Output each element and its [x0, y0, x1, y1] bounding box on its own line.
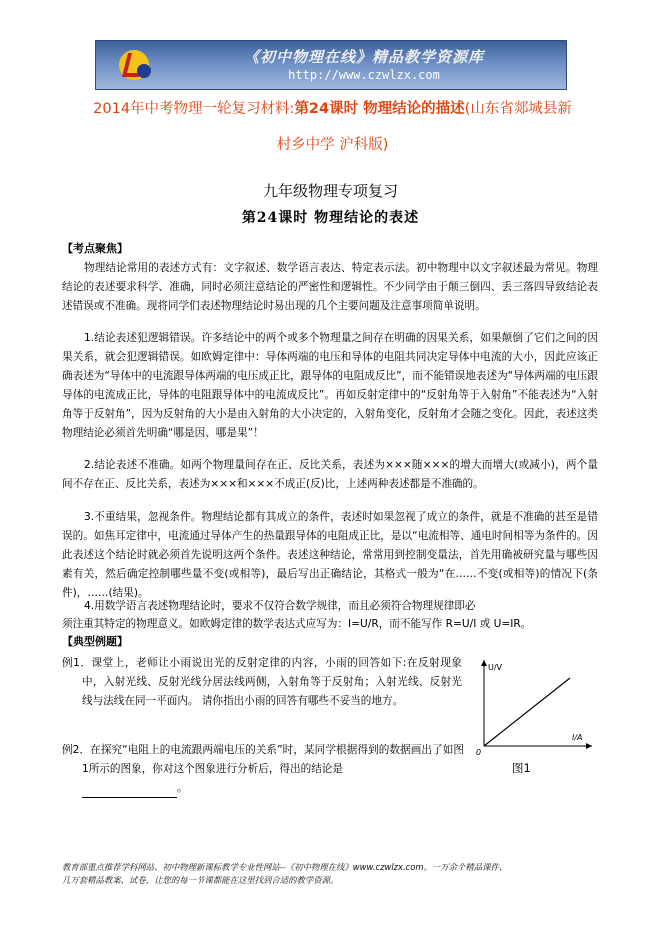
banner-url[interactable]: http://www.czwlzx.com — [288, 68, 440, 82]
document-heading-line2: 村乡中学 沪科版) — [276, 137, 389, 153]
heading-bold: 第24课时 物理结论的描述 — [294, 101, 465, 117]
key-point-1: 1.结论表述犯逻辑错误。许多结论中的两个或多个物理量之间存在明确的因果关系，如果颠倒了它们之间的因果关系，就会犯逻辑错误。如欧姆定律中：导体两端的电压和导体的电阻共同决定导体中电流的大小，因此应该正确表述为“导体中的电流跟导体两端的电压成正比，跟导体的电阻成反比”，而不能错误地表述为“导体两端的电压跟导体的电流成正比，导体的电阻跟导体中的电流成反比”。再如反射定律中的“反射角等于入射角”不能表述为“入射角等于反射角”，因为反射角的大小是由入射角的大小决定的，入射角变化，反射角才会随之变化。因此，表述这类物理结论必须首先明确“哪是因、哪是果”！ — [62, 332, 598, 439]
y-axis-arrow-icon — [481, 660, 487, 666]
example-2-label: 例2． — [62, 744, 91, 756]
example-2-end: 。 — [177, 782, 188, 794]
footer-line-1: 教育部重点推荐学科网站、初中物理新课标教学专业性网站--《初中物理在线》www.czwlzx.com。一万余个精品课件、 — [62, 862, 508, 872]
key-point-4b: 须注重其特定的物理意义。如欧姆定律的数学表达式应写为：I=U/R，而不能写作 R=U/I 或 U=IR。 — [62, 618, 532, 630]
figure-caption: 图1 — [512, 761, 531, 775]
site-logo-icon — [112, 47, 156, 83]
origin-label: 0 — [476, 748, 482, 756]
key-point-4a: 4.用数学语言表述物理结论时，要求不仅符合数学规律，而且必须符合物理规律即必 — [84, 600, 476, 612]
footer-line-2: 几万套精品教案、试卷，让您的每一节课都能在这里找到合适的教学资源。 — [62, 875, 339, 885]
figure-1-graph — [474, 656, 596, 756]
examples-label: 【典型例题】 — [62, 635, 128, 648]
heading-prefix: 2014年中考物理一轮复习材料: — [93, 101, 295, 117]
x-axis-arrow-icon — [586, 743, 592, 749]
key-point-2: 2.结论表述不准确。如两个物理量间存在正、反比关系，表述为×××随×××的增大而增大(或减小)，两个量间不存在正、反比关系，表述为×××和×××不成正(反)比，上述两种表述都是不准确的。 — [62, 459, 598, 490]
key-point-3: 3.不重结果，忽视条件。物理结论都有其成立的条件，表述时如果忽视了成立的条件，就是不准确的甚至是错误的。如焦耳定律中，电流通过导体产生的热量跟导体的电阻成正比，是以“电流相等、通电时间相等为条件的。因此表述这个结论时就必须首先说明这两个条件。表述这种结论，常常用到控制变量法，首先用确被研究量与哪些因素有关，然后确定控制哪些量不变(或相等)，最后写出正确结论，其格式一般为“在……不变(或相等)的情况下(条件)，……(结果)。 — [62, 511, 598, 599]
example-1 — [62, 654, 462, 711]
example-2-text: 在探究“电阻上的电流跟两端电压的关系”时，某同学根据得到的数据画出了如图1所示的图象，你对这个图象进行分析后，得出的结论是 — [82, 744, 464, 775]
site-banner — [95, 40, 567, 90]
heading-suffix: (山东省郯城县新 — [464, 101, 572, 117]
section-title: 九年级物理专项复习 — [262, 182, 398, 200]
page-footer — [62, 861, 622, 887]
banner-title: 《初中物理在线》精品教学资源库 — [243, 48, 484, 66]
example-1-text: 课堂上，老师让小雨说出光的反射定律的内容，小雨的回答如下:在反射现象中，入射光线、反射光线分居法线两侧，入射角等于反射角；入射光线、反射光线与法线在同一平面内。 请你指出小雨的回答有哪些不妥当的地方。 — [82, 657, 462, 707]
lesson-title: 第24课时 物理结论的表述 — [241, 210, 420, 226]
example-2 — [62, 741, 464, 798]
example-1-label: 例1． — [62, 657, 92, 669]
answer-blank[interactable] — [82, 785, 177, 798]
y-axis-label: U/V — [488, 663, 503, 672]
document-heading-line1 — [40, 97, 625, 118]
key-points-label: 【考点聚焦】 — [62, 242, 128, 255]
data-line — [484, 678, 570, 746]
key-points-intro: 物理结论常用的表述方式有：文字叙述、数学语言表达、特定表示法。初中物理中以文字叙述最为常见。物理结论的表述要求科学、准确，同时必须注意结论的严密性和逻辑性。不少同学由于颠三倒四、丢三落四导致结论表述错误或不准确。现将同学们表述物理结论时易出现的几个主要问题及注意事项简单说明。 — [62, 262, 598, 312]
x-axis-label: I/A — [572, 733, 583, 742]
